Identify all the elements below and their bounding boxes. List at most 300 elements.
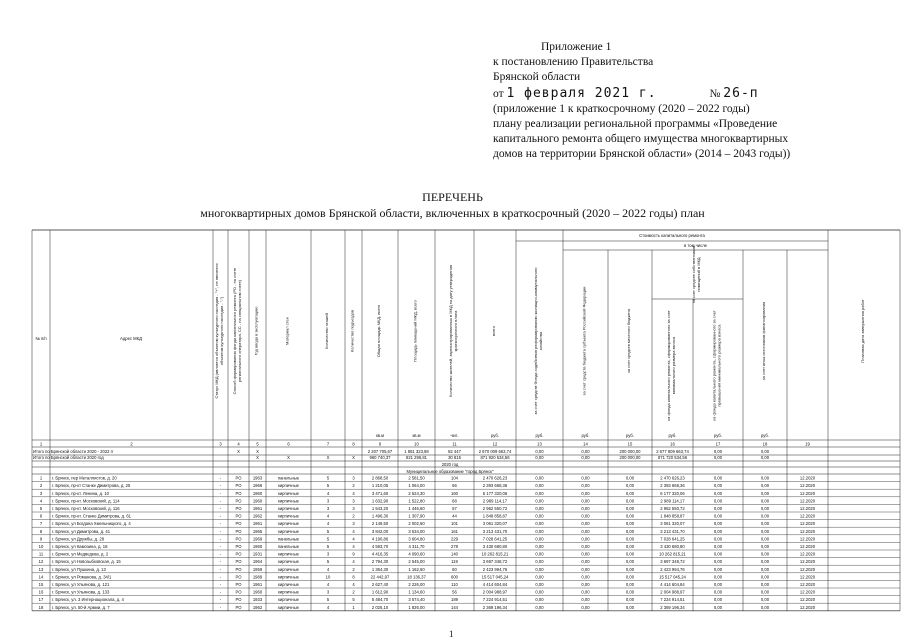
row-s2: 2 524,30 [408, 490, 425, 496]
unit-u12: руб. [491, 433, 499, 438]
row-s1: 2 794,30 [371, 559, 389, 565]
row-f1: 0,00 [535, 589, 544, 595]
row-fund: РО [235, 566, 242, 572]
row-s2: 3 604,80 [408, 536, 425, 542]
row-s2: 1 162,60 [408, 566, 425, 572]
row-f2: 0,00 [581, 559, 590, 565]
row-f2: 0,00 [581, 566, 590, 572]
total-2020-c10: 821 296,81 [406, 455, 427, 460]
row-wall: кирпичные [278, 566, 299, 572]
row-f6: 0,00 [760, 490, 770, 496]
row-fund: РО [235, 483, 242, 489]
row-date: 12.2020 [799, 566, 816, 572]
row-f3: 0,00 [625, 559, 635, 565]
row-st: - [219, 544, 222, 549]
col-number: 19 [805, 441, 810, 447]
row-ent: 9 [352, 551, 355, 557]
total-2020-2022-c11: 82 447 [448, 449, 461, 454]
col-number: 8 [352, 441, 355, 447]
row-year: 1960 [252, 498, 263, 504]
col-header-c12: всего [491, 326, 496, 336]
col-number: 10 [414, 441, 419, 447]
total-2020-2022-label: Итого по Брянской области 2020 - 2022 гг [33, 449, 114, 454]
row-f4: 7 224 914,51 [660, 597, 685, 603]
row-f5: 0,00 [713, 574, 723, 580]
col-header-c4: Способ формирования фонда капитального ремонта (РО - на счете [232, 267, 238, 395]
year-label: 2020 год [441, 462, 459, 467]
row-date: 12.2020 [799, 559, 816, 565]
row-st: - [219, 536, 222, 542]
row-fund: РО [235, 589, 242, 595]
row-date: 12.2020 [799, 521, 816, 527]
row-fund: РО [235, 582, 242, 587]
row-s1: 2 025,10 [371, 604, 389, 610]
row-s2: 2 002,60 [408, 521, 425, 527]
row-date: 12.2020 [799, 498, 816, 504]
row-st: - [219, 506, 222, 511]
col-number: 11 [452, 441, 457, 447]
col-header-over-fee: из фонда капитального ремонта, сформированного за счет [711, 310, 717, 421]
col-number: 4 [237, 441, 240, 447]
row-f3: 0,00 [625, 483, 635, 489]
unit-u10: кв.м [412, 433, 421, 438]
row-fund: РО [235, 544, 242, 549]
row-f1: 0,00 [535, 574, 544, 580]
col-number: 15 [627, 441, 633, 447]
row-year: 1931 [252, 551, 263, 557]
row-f4: 6 177 320,06 [660, 490, 685, 496]
row-f4: 2 470 626,23 [660, 475, 685, 481]
row-st: - [219, 604, 222, 610]
row-year: 1989 [252, 574, 263, 580]
total-2020-c13: 0,00 [535, 455, 544, 460]
row-ent: 4 [352, 536, 355, 542]
row-s2: 1 134,60 [408, 589, 425, 595]
row-wall: кирпичные [278, 574, 299, 580]
row-fl: 4 [326, 490, 330, 496]
row-f5: 0,00 [713, 582, 723, 587]
row-f1: 0,00 [535, 498, 544, 504]
row-fl: 4 [326, 582, 330, 587]
row-p: 56 [452, 589, 457, 595]
row-p: 66 [452, 483, 457, 489]
row-fund: РО [235, 498, 242, 504]
col-number: 9 [378, 441, 382, 447]
row-f3: 0,00 [625, 498, 635, 504]
row-fl: 4 [326, 604, 330, 610]
row-p: 110 [451, 582, 458, 587]
row-n: 16 [38, 589, 44, 595]
number-prefix: № [709, 87, 721, 100]
row-s2: 1 446,60 [408, 506, 425, 511]
row-p: 189 [451, 597, 458, 603]
col-number: 3 [219, 441, 222, 447]
row-n: 2 [39, 483, 43, 489]
row-f5: 0,00 [713, 498, 723, 504]
col-header-c13: хозяйства [537, 331, 543, 351]
row-f2: 0,00 [581, 490, 590, 496]
unit-u18: руб. [761, 433, 769, 438]
total-2020-2022-c14: 0,00 [581, 449, 590, 454]
row-f4: 2 962 550,72 [660, 506, 685, 511]
row-s1: 22 442,97 [370, 574, 390, 580]
row-f6: 0,00 [760, 475, 770, 481]
row-fund: РО [235, 475, 242, 481]
row-f1: 0,00 [535, 536, 544, 542]
col-header-c6: Материал стен [284, 317, 290, 345]
row-st: - [219, 589, 222, 595]
row-ent: 3 [352, 521, 355, 527]
row-year: 1960 [252, 490, 263, 496]
row-wall: кирпичные [278, 513, 299, 519]
row-f4: 4 414 604,84 [660, 582, 685, 587]
row-year: 1961 [252, 506, 263, 511]
row-s1: 2 149,50 [371, 521, 389, 527]
row-f5: 0,00 [713, 475, 723, 481]
row-fl: 3 [326, 506, 330, 511]
row-sum: 2 470 626,23 [482, 475, 508, 481]
row-ent: 5 [352, 597, 355, 603]
row-f1: 0,00 [535, 597, 544, 603]
row-year: 1969 [252, 536, 263, 542]
row-s1: 2 627,40 [371, 582, 389, 587]
row-s2: 1 064,00 [408, 483, 425, 489]
row-f5: 0,00 [713, 483, 723, 489]
row-fund: РО [235, 597, 242, 603]
total-2020-c11: 30 815 [448, 455, 461, 460]
row-date: 12.2020 [799, 551, 816, 557]
header-line-6: плану реализации региональной программы «Проведение [493, 118, 778, 131]
row-p: 104 [451, 475, 458, 481]
total-2020-label: Итого по Брянской области 2020 год [33, 455, 104, 460]
row-addr: г. Брянск, ул Камозина, д. 18 [52, 544, 108, 549]
row-s1: 1 632,90 [371, 498, 389, 504]
row-p: 144 [451, 604, 458, 610]
row-st: - [219, 483, 222, 489]
total-2020-c6: X [287, 455, 290, 460]
row-f4: 1 848 858,87 [660, 513, 685, 519]
row-p: 600 [451, 574, 458, 580]
row-s1: 1 364,30 [371, 566, 389, 572]
row-f4: 15 517 045,24 [659, 574, 686, 580]
row-sum: 3 213 431,70 [482, 528, 508, 534]
row-sum: 6 177 320,06 [482, 490, 508, 496]
row-f2: 0,00 [581, 475, 590, 481]
row-date: 12.2020 [799, 513, 816, 519]
row-fl: 5 [326, 597, 330, 603]
row-sum: 2 369 196,34 [482, 604, 508, 610]
col-number: 16 [670, 441, 675, 447]
row-ent: 4 [352, 528, 355, 534]
total-2020-c8: X [352, 455, 355, 460]
total-2020-c18: 0,00 [760, 455, 770, 460]
municipality-label: Муниципальное образование "город Брянск" [406, 469, 494, 474]
row-ent: 4 [352, 582, 355, 587]
row-f5: 0,00 [713, 490, 723, 496]
row-year: 1960 [252, 589, 263, 595]
row-s2: 2 581,50 [408, 475, 425, 481]
row-s2: 3 574,40 [408, 597, 425, 603]
row-f2: 0,00 [581, 528, 590, 534]
row-wall: кирпичные [278, 582, 299, 587]
row-f3: 0,00 [625, 544, 635, 549]
row-f3: 0,00 [625, 536, 635, 542]
row-fl: 4 [326, 521, 330, 527]
handwritten-number: 26-п [723, 85, 759, 101]
row-n: 7 [39, 521, 43, 527]
row-s1: 1 496,30 [371, 513, 389, 519]
total-2020-c17: 0,00 [713, 455, 723, 460]
row-f1: 0,00 [535, 490, 544, 496]
row-addr: г. Брянск, ул. 50-й Армии, д. 7 [52, 604, 110, 610]
row-addr: г. Брянск, пр-кт. Станке Димитрова, д. 61 [52, 513, 131, 519]
row-addr: г. Брянск, ул Пушкина, д. 13 [52, 566, 106, 572]
total-2020-2022-c17: 0,00 [713, 449, 723, 454]
appendix-label: Приложение 1 [541, 41, 612, 53]
row-f6: 0,00 [760, 513, 770, 519]
row-fl: 5 [326, 483, 330, 489]
row-ent: 2 [352, 483, 355, 489]
row-wall: кирпичные [278, 490, 299, 496]
row-date: 12.2020 [799, 604, 816, 610]
row-ent: 3 [352, 475, 355, 481]
document-title: ПЕРЕЧЕНЬ [422, 190, 483, 204]
row-fl: 3 [326, 498, 330, 504]
total-2020-2022-c13: 0,00 [535, 449, 544, 454]
row-f5: 0,00 [713, 597, 723, 603]
row-year: 1966 [252, 483, 263, 489]
row-wall: кирпичные [278, 597, 299, 603]
row-s2: 1 826,00 [408, 604, 425, 610]
header-line-5: (приложение 1 к краткосрочному (2020 – 2022 годы) [493, 102, 750, 115]
row-f2: 0,00 [581, 521, 590, 527]
row-addr: г. Брянск, пер Металлистов, д. 20 [52, 475, 117, 481]
row-f3: 0,00 [625, 513, 635, 519]
row-s1: 1 543,20 [371, 506, 389, 511]
row-year: 1963 [252, 475, 263, 481]
row-fl: 5 [326, 536, 330, 542]
col-header-c3: объектом культурного наследия - "-") [218, 296, 224, 366]
row-f3: 0,00 [625, 521, 635, 527]
row-f2: 0,00 [581, 597, 590, 603]
row-n: 11 [38, 551, 44, 557]
row-date: 12.2020 [799, 574, 816, 580]
row-p: 160 [451, 490, 458, 496]
row-sum: 2 962 550,72 [482, 506, 508, 511]
row-s1: 1 612,90 [371, 589, 389, 595]
row-wall: кирпичные [278, 589, 299, 595]
date-prefix: от [493, 87, 504, 100]
header-line-8: домов на территории Брянской области» (2014 – 2043 годы)) [493, 148, 791, 161]
row-f2: 0,00 [581, 498, 590, 504]
total-2020-2022-c18: 0,00 [760, 449, 770, 454]
row-f6: 0,00 [760, 483, 770, 489]
col-header-c11: краткосрочного плана [452, 310, 458, 352]
row-sum: 10 262 815,21 [481, 551, 509, 557]
row-fl: 4 [326, 566, 330, 572]
row-wall: кирпичные [278, 506, 299, 511]
row-wall: кирпичные [278, 559, 299, 565]
row-addr: г. Брянск, ул Димитрова, д. 41 [52, 528, 111, 534]
row-ent: 2 [352, 513, 355, 519]
col-number: 12 [492, 441, 498, 447]
row-sum: 7 028 641,25 [482, 536, 508, 542]
col-number: 6 [287, 441, 290, 447]
total-2020-c16: 871 720 534,56 [657, 455, 688, 460]
row-f1: 0,00 [535, 521, 544, 527]
row-fl: 5 [326, 475, 330, 481]
row-fund: РО [235, 551, 242, 557]
row-addr: г. Брянск, ул Богдана Хмельницкого, д. 4 [52, 521, 131, 527]
col-header-c5: Год ввода в эксплуатацию [253, 306, 259, 356]
row-f3: 0,00 [625, 528, 635, 534]
row-f1: 0,00 [535, 506, 544, 511]
row-s2: 3 534,00 [408, 528, 425, 534]
row-date: 12.2020 [799, 582, 816, 587]
row-addr: г. Брянск, пр-кт Станке Димитрова, д. 25 [52, 483, 131, 489]
row-f2: 0,00 [581, 513, 590, 519]
row-addr: г. Брянск, пр-кт. Ленина, д. 10 [52, 490, 109, 496]
row-wall: кирпичные [278, 521, 299, 527]
col-header-c17: за счет иных источников финансирования [761, 301, 766, 381]
row-n: 4 [39, 498, 43, 504]
row-addr: г. Брянск, ул. 3 Интернационала, д. 4 [52, 597, 124, 603]
row-f5: 0,00 [713, 506, 723, 511]
row-fund: РО [235, 528, 242, 534]
row-date: 12.2020 [799, 597, 816, 603]
row-f1: 0,00 [535, 604, 544, 610]
row-wall: панельные [277, 544, 300, 549]
row-addr: г. Брянск, ул Ульянова, д. 133 [52, 589, 110, 595]
row-date: 12.2020 [799, 490, 816, 496]
row-wall: панельные [277, 475, 300, 481]
row-f1: 0,00 [535, 559, 544, 565]
col-header-c4: регионального оператора, СС - на специальном счете) [236, 279, 242, 383]
row-f2: 0,00 [581, 536, 590, 542]
row-sum: 1 848 858,87 [482, 513, 508, 519]
row-date: 12.2020 [799, 528, 816, 534]
col-number: 7 [326, 441, 330, 447]
row-f6: 0,00 [760, 536, 770, 542]
row-st: - [219, 475, 222, 481]
row-f4: 7 028 641,25 [660, 536, 685, 542]
unit-u17: руб. [714, 433, 722, 438]
header-line-3: Брянской области [493, 71, 581, 84]
row-f5: 0,00 [713, 604, 723, 610]
col-number: 13 [537, 441, 542, 447]
row-n: 14 [38, 574, 44, 580]
row-f4: 2 369 196,34 [660, 604, 685, 610]
row-f4: 3 430 680,80 [660, 544, 685, 549]
total-2020-2022-c12: 2 670 009 663,74 [478, 449, 512, 454]
row-date: 12.2020 [799, 544, 816, 549]
total-2020-c14: 0,00 [581, 455, 590, 460]
unit-u14: руб. [581, 433, 590, 438]
row-year: 1961 [252, 521, 263, 527]
col-header-min-fee: из фонда капитального ремонта, сформированного за счет [666, 310, 672, 421]
row-fl: 5 [326, 559, 330, 565]
row-f5: 0,00 [713, 559, 723, 565]
col-header-including: в том числе [683, 243, 708, 248]
total-2020-c15: 200 000,00 [619, 455, 641, 460]
handwritten-date: 1 февраля 2021 г. [506, 85, 657, 101]
row-f6: 0,00 [760, 589, 770, 595]
col-number: 14 [583, 441, 588, 447]
row-date: 12.2020 [799, 589, 816, 595]
row-s1: 3 842,00 [371, 528, 389, 534]
row-f2: 0,00 [581, 551, 590, 557]
row-f4: 3 697 348,72 [660, 559, 685, 565]
row-year: 1962 [252, 604, 263, 610]
row-sum: 15 517 045,24 [481, 574, 509, 580]
row-p: 68 [452, 498, 457, 504]
row-f1: 0,00 [535, 566, 544, 572]
row-f4: 3 061 320,07 [660, 521, 685, 527]
col-header-c11: Количество жителей, зарегистрированных в МКД на дату утверждения [448, 265, 454, 397]
document-subtitle: многоквартирных домов Брянской области, включенных в краткосрочный (2020 – 2022 годы) план [200, 206, 705, 220]
row-n: 5 [39, 506, 43, 511]
row-wall: кирпичные [278, 498, 299, 504]
row-f6: 0,00 [760, 597, 770, 603]
row-f5: 0,00 [713, 551, 723, 557]
row-sum: 7 224 914,51 [482, 597, 508, 603]
row-f5: 0,00 [713, 528, 723, 534]
row-year: 1961 [252, 582, 263, 587]
row-s1: 3 471,60 [371, 490, 389, 496]
row-f6: 0,00 [760, 498, 770, 504]
row-f3: 0,00 [625, 582, 635, 587]
row-fl: 4 [326, 513, 330, 519]
row-f2: 0,00 [581, 574, 590, 580]
row-st: - [219, 582, 222, 587]
total-2020-c7: X [326, 455, 330, 460]
row-f1: 0,00 [535, 582, 544, 587]
row-wall: кирпичные [278, 528, 299, 534]
col-header-c8: Количество подъездов [349, 309, 355, 353]
row-f4: 3 213 431,70 [660, 528, 685, 534]
row-f6: 0,00 [760, 574, 770, 580]
row-date: 12.2020 [799, 483, 816, 489]
row-date: 12.2020 [799, 536, 816, 542]
total-2020-c12: 871 920 534,56 [480, 455, 510, 460]
row-ent: 2 [352, 566, 355, 572]
row-ent: 1 [352, 604, 355, 610]
col-header-over-fee: превышения минимального размера взноса [716, 324, 722, 407]
header-line-2: к постановлению Правительства [493, 56, 654, 69]
row-f3: 0,00 [625, 475, 635, 481]
row-p: 44 [452, 513, 457, 519]
row-sum: 2 393 668,36 [482, 483, 508, 489]
row-addr: г. Брянск, пр-кт. Московский, д. 114 [52, 498, 120, 504]
row-sum: 2 004 988,97 [482, 589, 508, 595]
row-n: 18 [38, 604, 44, 610]
row-f6: 0,00 [760, 559, 770, 565]
row-n: 17 [38, 597, 44, 603]
row-n: 9 [39, 536, 43, 542]
row-s2: 1 307,90 [408, 513, 425, 519]
row-p: 57 [452, 506, 457, 511]
row-p: 119 [451, 559, 458, 565]
row-s1: 2 868,50 [371, 475, 389, 481]
row-f5: 0,00 [713, 566, 723, 572]
row-date: 12.2020 [799, 475, 816, 481]
row-sum: 3 697 348,72 [482, 559, 508, 565]
row-year: 1965 [252, 528, 263, 534]
total-2020-2022-c16: 2 677 809 663,74 [656, 449, 689, 454]
row-f3: 0,00 [625, 506, 635, 511]
row-sum: 2 423 994,76 [482, 566, 508, 572]
row-f3: 0,00 [625, 551, 635, 557]
